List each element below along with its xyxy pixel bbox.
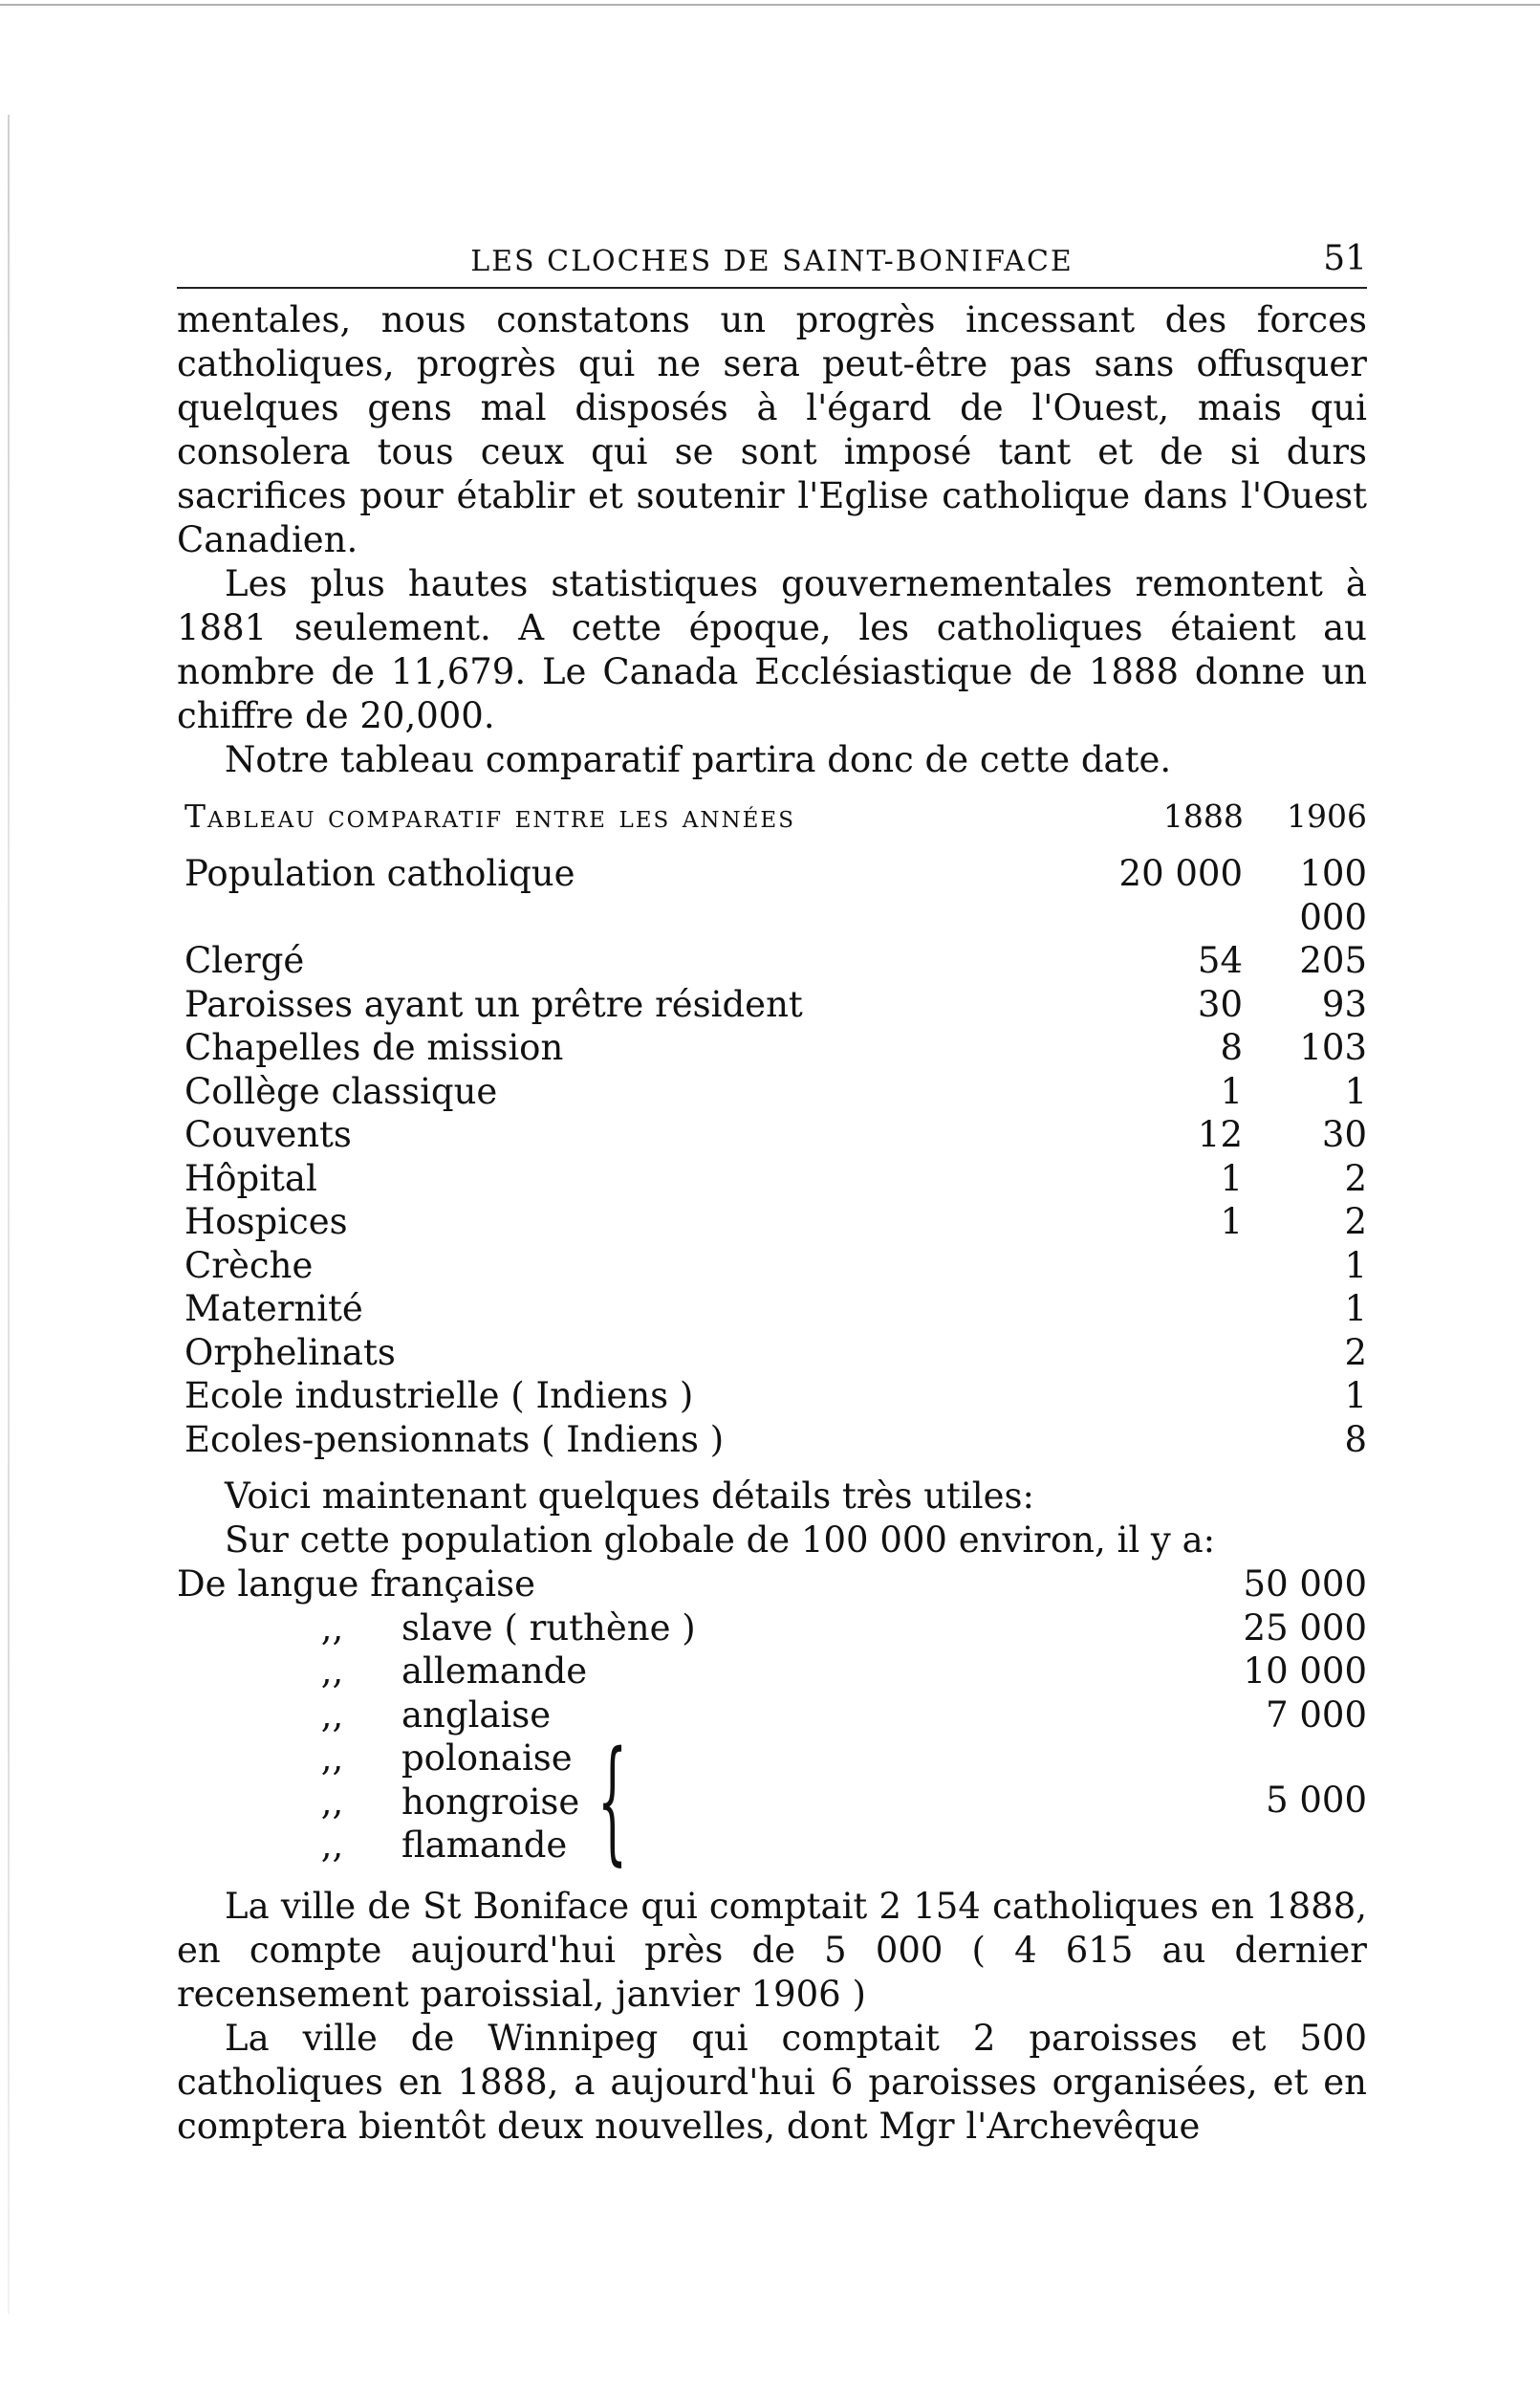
list-item: ,, hongroise bbox=[320, 1780, 580, 1823]
scan-left-edge bbox=[8, 115, 10, 2314]
table-row: Population catholique 20 000 100 000 bbox=[184, 853, 1367, 938]
list-item: De langue française 50 000 bbox=[177, 1563, 1367, 1605]
winnipeg-paragraph: La ville de Winnipeg qui comptait 2 paroisses et 500 catholiques en 1888, a aujourd'hui 6 paroisses organisées, et en comptera bientôt deux nouvelles, dont Mgr l'Archevêque bbox=[177, 2017, 1367, 2147]
page-number: 51 bbox=[1323, 239, 1367, 278]
table-row: Clergé 54 205 bbox=[184, 940, 1367, 981]
saint-boniface-paragraph: La ville de St Boniface qui comptait 2 154 catholiques en 1888, en compte aujourd'hui près de 5 000 ( 4 615 au dernier recensement paroissial, janvier 1906 ) bbox=[177, 1885, 1367, 2015]
details-intro-line-2: Sur cette population globale de 100 000 environ, il y a: bbox=[225, 1519, 1216, 1561]
details-intro-line-1: Voici maintenant quelques détails très utiles: bbox=[225, 1475, 1034, 1517]
grouped-languages bbox=[177, 1723, 1367, 1879]
grouped-count: 5 000 bbox=[1266, 1780, 1367, 1821]
table-year-1906: 1906 bbox=[1287, 797, 1368, 835]
table-row: Crèche 1 bbox=[184, 1244, 1367, 1286]
list-item: ,, allemande 10 000 bbox=[320, 1650, 1367, 1692]
table-title-row bbox=[177, 797, 1367, 835]
table-intro: Notre tableau comparatif partira donc de cette date. bbox=[225, 739, 1172, 780]
table-row: Ecole industrielle ( Indiens ) 1 bbox=[184, 1375, 1367, 1416]
table-row: Orphelinats 2 bbox=[184, 1331, 1367, 1373]
scan-top-edge bbox=[0, 4, 1540, 6]
table-row: Hôpital 1 2 bbox=[184, 1157, 1367, 1199]
details-intro bbox=[177, 1475, 1367, 1562]
language-breakdown bbox=[177, 1562, 1367, 1879]
stats-paragraph: Les plus hautes statistiques gouvernementales remontent à 1881 seulement. A cette époque, les catholiques étaient au nombre de 11,679. Le Canada Ecclésiastique de 1888 donne un chiffre de 20,000. bbox=[177, 563, 1367, 736]
table-row: Ecoles-pensionnats ( Indiens ) 8 bbox=[184, 1418, 1367, 1460]
comparison-table bbox=[177, 852, 1367, 1461]
table-row: Collège classique 1 1 bbox=[184, 1070, 1367, 1112]
book-page bbox=[177, 239, 1367, 2149]
table-row: Couvents 12 30 bbox=[184, 1114, 1367, 1155]
page-header bbox=[177, 239, 1367, 289]
intro-paragraph: mentales, nous constatons un progrès incessant des forces catholiques, progrès qui ne sera peut-être pas sans offusquer quelques gens mal disposés à l'égard de l'Ouest, mais qui consolera tous ceux qui se sont imposé tant et de si durs sacrifices pour établir et soutenir l'Eglise catholique dans l'Ouest Canadien. bbox=[177, 299, 1367, 560]
table-title: Tableau comparatif entre les années bbox=[184, 797, 795, 835]
table-row: Paroisses ayant un prêtre résident 30 93 bbox=[184, 983, 1367, 1025]
list-item: ,, slave ( ruthène ) 25 000 bbox=[320, 1606, 1367, 1649]
table-year-1888: 1888 bbox=[1162, 797, 1244, 835]
table-row: Chapelles de mission 8 103 bbox=[184, 1027, 1367, 1068]
list-item: ,, anglaise 7 000 bbox=[320, 1693, 1367, 1736]
table-row: Maternité 1 bbox=[184, 1288, 1367, 1329]
table-row: Hospices 1 2 bbox=[184, 1201, 1367, 1242]
running-title: LES CLOCHES DE SAINT-BONIFACE bbox=[470, 245, 1074, 278]
grouping-brace: { bbox=[597, 1723, 628, 1879]
list-item: ,, polonaise bbox=[320, 1737, 573, 1779]
list-item: ,, flamande bbox=[320, 1824, 568, 1866]
